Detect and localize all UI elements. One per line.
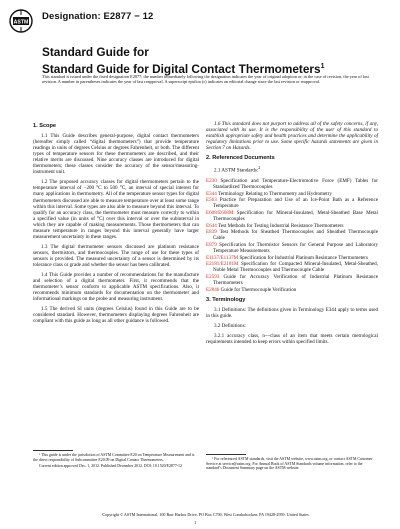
page-number: 1 bbox=[194, 520, 197, 525]
designation: Designation: E2877 − 12 bbox=[42, 11, 154, 22]
reference-item bbox=[206, 242, 378, 254]
reference-link[interactable]: E2846 bbox=[206, 286, 220, 293]
para-1-2: 1.2 The proposed accuracy classes for digital thermometers pertain to the temperature interval of −200 °C to 500 °C, an interval of special interest for many applications in thermometry. All of the temperature sensor types for digital thermometers discussed are able to measure temperature over at least some range within this interval. Some types are also able to measure beyond this interval. To qualify for an accuracy class, the thermometer must measure correctly to within a specified value (in units of °C) over this interval or over the subinterval in which they are capable of making measurements. Those thermometers that can measure temperature in ranges beyond this interval generally have larger measurement uncertainty in these ranges. bbox=[33, 179, 199, 240]
reference-item bbox=[206, 178, 378, 190]
para-3-1: 3.1 Definitions: The definitions given in Terminology E344 apply to terms used in this guide. bbox=[206, 306, 378, 319]
reference-link[interactable]: E879 bbox=[206, 242, 217, 249]
section-3-heading: 3. Terminology bbox=[206, 296, 246, 303]
title-line-2: Standard Guide for Digital Contact Thermometers bbox=[42, 61, 321, 76]
reference-item bbox=[206, 197, 378, 209]
reference-title: Guide for Thermocouple Verification bbox=[219, 286, 297, 293]
document-title bbox=[42, 46, 382, 76]
reference-link[interactable]: E2181/E2181M bbox=[206, 261, 239, 268]
reference-link[interactable]: E344 bbox=[206, 190, 217, 197]
reference-item bbox=[206, 191, 378, 197]
reference-item bbox=[206, 287, 378, 293]
reference-link[interactable]: E608/E608M bbox=[206, 210, 234, 217]
reference-title: Specification for Mineral-Insulated, Metal-Sheathed Base Metal Thermocouples bbox=[213, 210, 378, 223]
reference-title: Test Methods for Testing Industrial Resistance Thermometers bbox=[216, 222, 344, 229]
reference-link[interactable]: E230 bbox=[206, 178, 217, 185]
ref-footnote-mark: 2 bbox=[258, 165, 261, 171]
footnote-1: ¹ This guide is under the jurisdiction of ASTM Committee E20 on Temperature Measurement and is the direct responsibility of Subcommittee E20.09 on Digital Contact Thermometers. bbox=[33, 453, 195, 462]
footnote-2: ² For referenced ASTM standards, visit the ASTM website, www.astm.org, or contact ASTM Customer Service at service@astm.org. For Annual Book of ASTM Standards volume information, refer to the standard’s Document Summary page on the ASTM website. bbox=[206, 457, 373, 471]
footnote-divider bbox=[206, 454, 246, 455]
right-column bbox=[206, 121, 378, 349]
reference-title: Specification for Compacted Mineral-Insulated, Metal-Sheathed, Noble Metal Thermocouples and Thermocouple Cable bbox=[213, 261, 378, 274]
reference-item bbox=[206, 223, 378, 229]
issuance-notice: This standard is issued under the fixed designation E2877; the number immediately following the designation indicates the year of original adoption or, in the case of revision, the year of last revision. A number in parentheses indicates the year of last reapproval. A superscript epsilon (ε) indicates an editorial change since the last revision or reapproval. bbox=[42, 74, 369, 85]
reference-list bbox=[206, 178, 378, 293]
para-3-2: 3.2 Definitions: bbox=[214, 322, 246, 329]
astm-logo-icon bbox=[8, 6, 34, 36]
reference-item bbox=[206, 274, 378, 286]
reference-item bbox=[206, 255, 378, 261]
footnote-1-edition: Current edition approved Dec. 1, 2012. Published December 2012. DOI: 10.1520/E2877-12 bbox=[39, 463, 182, 468]
reference-title: Practice for Preparation and Use of an Ice-Point Bath as a Reference Temperature bbox=[213, 197, 378, 210]
left-column bbox=[33, 121, 199, 328]
reference-title: Specification for Industrial Platinum Resistance Thermometers bbox=[238, 254, 368, 261]
reference-link[interactable]: E1137/E1137M bbox=[206, 254, 239, 261]
reference-title: Specification and Temperature-Electromotive Force (EMF) Tables for Standardized Thermocouples bbox=[213, 178, 378, 191]
reference-title: Terminology Relating to Thermometry and Hydrometry bbox=[216, 190, 332, 197]
reference-link[interactable]: E563 bbox=[206, 197, 217, 204]
reference-item bbox=[206, 210, 378, 222]
reference-title: Test Methods for Sheathed Thermocouples and Sheathed Thermocouple Cable bbox=[213, 229, 378, 242]
para-1-5: 1.5 The derived SI units (degrees Celsius) found in this Guide are to be considered standard. However, thermometers displaying degrees Fahrenheit are compliant with this guide as long as all other guidance is followed. bbox=[33, 306, 199, 325]
para-1-3: 1.3 The digital thermometer sensors discussed are platinum resistance sensors, thermistors, and thermocouples. The range of use for these types of sensors is provided. The measured uncertainty of a sensor is determined by its tolerance class or grade and whether the sensor has been calibrated. bbox=[33, 243, 199, 268]
title-footnote-mark: 1 bbox=[320, 62, 325, 70]
section-2-heading: 2. Referenced Documents bbox=[206, 155, 275, 162]
para-1-6: 1.6 This standard does not purport to address all of the safety concerns, if any, associated with its use. It is the responsibility of the user of this standard to establish appropriate safety and health practices and determine the applicability of regulatory limitations prior to use. Some specific hazards statements are given in Section 7 on Hazards. bbox=[206, 121, 378, 152]
reference-item bbox=[206, 229, 378, 241]
para-1-1: 1.1 This Guide describes general-purpose, digital contact thermometers (hereafter simply called “digital thermometers”) that provide temperature readings in units of degrees Celsius or degrees Fahrenheit, or both. The different types of temperature sensors for these thermometers are described, and their relative merits are discussed. Nine accuracy classes are introduced for digital thermometers; these classes consider the accuracy of the sensor/measuring-instrument unit. bbox=[33, 133, 199, 176]
reference-link[interactable]: E2593 bbox=[206, 274, 220, 281]
reference-title: Guide for Accuracy Verification of Industrial Platinum Resistance Thermometers bbox=[213, 274, 378, 287]
reference-title: Specification for Thermistor Sensors for General Purpose and Laboratory Temperature Measurements bbox=[213, 242, 378, 255]
reference-item bbox=[206, 261, 378, 273]
para-1-4: 1.4 This Guide provides a number of recommendations for the manufacture and selection of a digital thermometer. First, it recommends that the thermometer’s sensor conform to applicable ASTM specifications. Also, it recommends minimum standards for documentation on the thermometer and informational markings on the probe and measuring instrument. bbox=[33, 272, 199, 303]
title-line-1: Standard Guide for bbox=[42, 45, 149, 59]
footnotes-right bbox=[206, 454, 378, 472]
svg-text:ASTM: ASTM bbox=[13, 19, 29, 26]
section-1-heading: 1. Scope bbox=[33, 123, 57, 129]
footnotes-left bbox=[33, 450, 199, 470]
para-3-2-1: 3.2.1 accuracy class, n—class of an item that meets certain metrological requirements intended to keep errors within specified limits. bbox=[206, 332, 378, 346]
footnote-divider bbox=[33, 450, 73, 451]
copyright-notice: Copyright © ASTM International, 100 Barr Harbor Drive, PO Box C700, West Conshohocken, PA 19428-2959. United States bbox=[102, 512, 309, 517]
ref-subheading: 2.1 ASTM Standards: bbox=[214, 167, 259, 174]
para-2-1 bbox=[206, 165, 378, 174]
reference-link[interactable]: E644 bbox=[206, 222, 217, 229]
reference-link[interactable]: E839 bbox=[206, 229, 217, 236]
